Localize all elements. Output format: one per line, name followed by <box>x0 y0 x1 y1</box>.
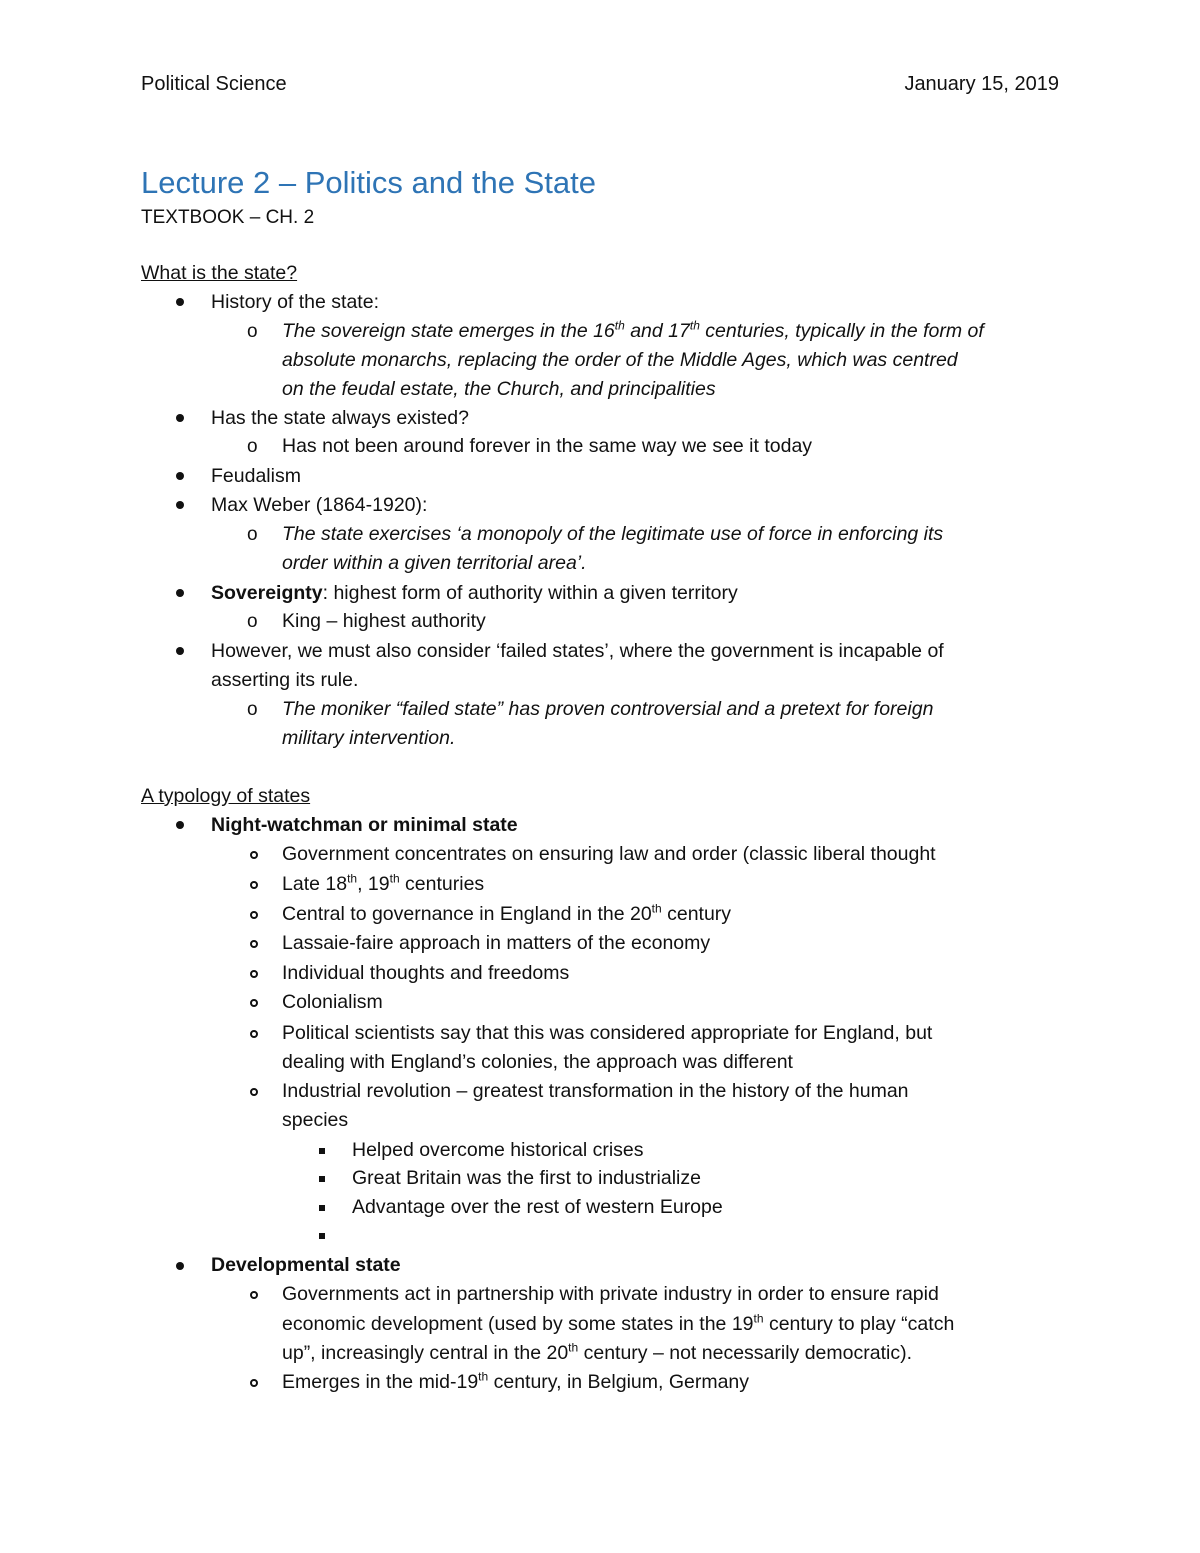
list-item: Max Weber (1864-1920): <box>211 494 428 516</box>
section-heading-typology: A typology of states <box>141 785 311 807</box>
list-item-continued: species <box>282 1109 349 1131</box>
list-item: Sovereignty: highest form of authority within a given territory <box>211 582 738 604</box>
list-item: Night-watchman or minimal state <box>211 814 518 836</box>
list-item: The state exercises ‘a monopoly of the legitimate use of force in enforcing its <box>282 523 944 545</box>
bullet-icon <box>176 1262 184 1270</box>
bullet-icon <box>319 1176 325 1182</box>
bullet-icon <box>250 911 258 919</box>
list-item: Governments act in partnership with private industry in order to ensure rapid <box>282 1283 939 1305</box>
list-item: Emerges in the mid-19th century, in Belgium, Germany <box>282 1369 750 1393</box>
list-item-continued: up”, increasingly central in the 20th century – not necessarily democratic). <box>282 1340 912 1364</box>
bullet-icon: o <box>247 699 258 720</box>
list-item: The moniker “failed state” has proven controversial and a pretext for foreign <box>282 698 934 720</box>
bullet-icon <box>250 881 258 889</box>
list-item: Political scientists say that this was considered appropriate for England, but <box>282 1022 933 1044</box>
bullet-icon <box>176 647 184 655</box>
list-item: Developmental state <box>211 1254 401 1276</box>
list-item: Colonialism <box>282 991 383 1013</box>
lecture-date: January 15, 2019 <box>904 73 1059 95</box>
list-item: Has the state always existed? <box>211 407 469 429</box>
list-item-continued: dealing with England’s colonies, the approach was different <box>282 1051 793 1073</box>
section-heading-state: What is the state? <box>141 262 298 284</box>
bullet-icon <box>250 851 258 859</box>
list-item: History of the state: <box>211 291 379 313</box>
bullet-icon <box>250 970 258 978</box>
list-item: Central to governance in England in the 20th century <box>282 901 732 925</box>
bullet-icon <box>250 1030 258 1038</box>
bullet-icon <box>250 940 258 948</box>
list-item: King – highest authority <box>282 610 486 632</box>
bullet-icon <box>319 1233 325 1239</box>
list-item-continued: asserting its rule. <box>211 669 359 691</box>
bullet-icon: o <box>247 611 258 632</box>
list-item: The sovereign state emerges in the 16th and 17th centuries, typically in the form of <box>282 318 984 342</box>
list-item-continued: order within a given territorial area’. <box>282 552 587 574</box>
list-item-continued: absolute monarchs, replacing the order of the Middle Ages, which was centred <box>282 349 958 371</box>
bullet-icon <box>319 1148 325 1154</box>
list-item: Individual thoughts and freedoms <box>282 962 570 984</box>
list-item-continued: on the feudal estate, the Church, and principalities <box>282 378 716 400</box>
course-name: Political Science <box>141 73 287 95</box>
list-item-continued: military intervention. <box>282 727 456 749</box>
bullet-icon <box>176 298 184 306</box>
list-item: Lassaie-faire approach in matters of the economy <box>282 932 711 954</box>
bullet-icon <box>176 501 184 509</box>
bullet-icon <box>176 414 184 422</box>
page-title: Lecture 2 – Politics and the State <box>141 165 596 200</box>
bullet-icon <box>176 821 184 829</box>
list-item: Feudalism <box>211 465 301 487</box>
list-item: Late 18th, 19th centuries <box>282 871 485 895</box>
list-item: Great Britain was the first to industrialize <box>352 1167 701 1189</box>
bullet-icon: o <box>247 436 258 457</box>
list-item: Government concentrates on ensuring law and order (classic liberal thought <box>282 843 936 865</box>
list-item: Helped overcome historical crises <box>352 1139 644 1161</box>
list-item: However, we must also consider ‘failed states’, where the government is incapable of <box>211 640 944 662</box>
bullet-icon <box>319 1205 325 1211</box>
list-item: Industrial revolution – greatest transformation in the history of the human <box>282 1080 909 1102</box>
bullet-icon <box>176 589 184 597</box>
bullet-icon: o <box>247 524 258 545</box>
bullet-icon <box>250 999 258 1007</box>
list-item: Advantage over the rest of western Europe <box>352 1196 723 1218</box>
bullet-icon <box>250 1379 258 1387</box>
bullet-icon <box>250 1291 258 1299</box>
bullet-icon <box>250 1088 258 1096</box>
list-item-continued: economic development (used by some states in the 19th century to play “catch <box>282 1311 955 1335</box>
textbook-reference: TEXTBOOK – CH. 2 <box>141 207 315 228</box>
list-item: Has not been around forever in the same way we see it today <box>282 435 813 457</box>
bullet-icon: o <box>247 321 258 342</box>
bullet-icon <box>176 472 184 480</box>
